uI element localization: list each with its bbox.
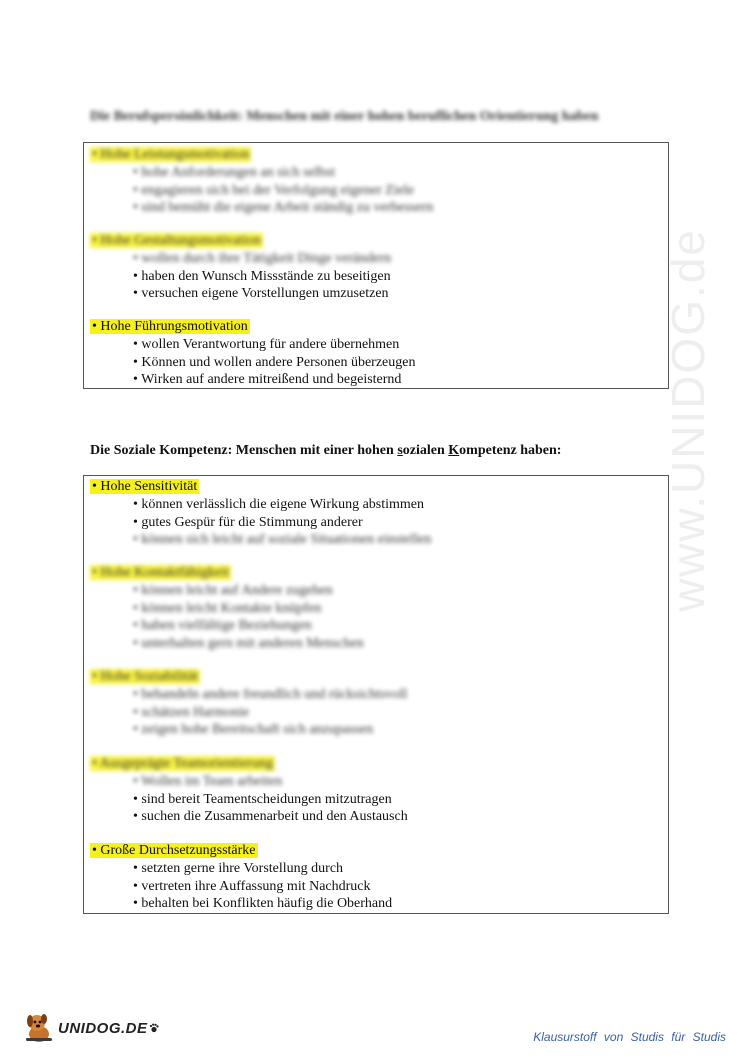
list-item: • vertreten ihre Auffassung mit Nachdruck bbox=[133, 878, 371, 894]
category-label: • Große Durchsetzungsstärke bbox=[92, 843, 256, 858]
watermark-text: www.UNIDOG.de bbox=[662, 228, 714, 612]
unidog-logo[interactable] bbox=[22, 1012, 159, 1044]
list-item: • setzten gerne ihre Vorstellung durch bbox=[133, 861, 344, 876]
list-item: • haben vielfältige Beziehungen bbox=[133, 618, 312, 633]
list-item: • können leicht Kontakte knüpfen bbox=[133, 600, 322, 616]
list-item: • Wirken auf andere mitreißend und begeisternd bbox=[133, 372, 402, 387]
section2-box bbox=[83, 475, 669, 914]
list-item: • können verlässlich die eigene Wirkung abstimmen bbox=[133, 497, 425, 512]
dog-mascot-icon bbox=[22, 1012, 56, 1044]
category-label: • Hohe Kontaktfähigkeit bbox=[92, 565, 230, 580]
section1-heading: Die Berufspersönlichkeit: Menschen mit einer hohen beruflichen Orientierung haben bbox=[90, 109, 599, 124]
category-label: • Hohe Führungsmotivation bbox=[92, 319, 248, 334]
group-kontaktfaehigkeit bbox=[90, 564, 662, 652]
list-item: • können leicht auf Andere zugehen bbox=[133, 583, 333, 598]
section1-box bbox=[83, 142, 669, 389]
list-item: • schätzen Harmonie bbox=[133, 704, 250, 720]
category-label: • Ausgeprägte Teamorientierung bbox=[92, 756, 273, 771]
group-leistungsmotivation bbox=[90, 146, 662, 217]
logo-text: UNIDOG.DE bbox=[58, 1019, 148, 1037]
group-soziabilitaet bbox=[90, 668, 662, 739]
list-item: • wollen durch ihre Tätigkeit Dinge verändern bbox=[133, 251, 392, 266]
category-label: • Hohe Leistungsmotivation bbox=[92, 147, 250, 162]
list-item: • behandeln andere freundlich und rücksichtsvoll bbox=[133, 687, 408, 702]
list-item: • Können und wollen andere Personen überzeugen bbox=[133, 354, 416, 370]
group-durchsetzungsstaerke bbox=[90, 842, 662, 913]
list-item: • zeigen hohe Bereitschaft sich anzupassen bbox=[133, 722, 374, 737]
category-label: • Hohe Gestaltungsmotivation bbox=[92, 233, 261, 248]
group-gestaltungsmotivation bbox=[90, 232, 662, 303]
list-item: • suchen die Zusammenarbeit und den Austausch bbox=[133, 809, 408, 824]
list-item: • hohe Anforderungen an sich selbst bbox=[133, 165, 336, 180]
category-label: • Hohe Soziabilität bbox=[92, 669, 198, 684]
list-item: • sind bereit Teamentscheidungen mitzutragen bbox=[133, 791, 392, 807]
group-teamorientierung bbox=[90, 755, 662, 826]
list-item: • gutes Gespür für die Stimmung anderer bbox=[133, 514, 363, 530]
list-item: • haben den Wunsch Missstände zu beseitigen bbox=[133, 268, 391, 284]
section2-heading: Die Soziale Kompetenz: Menschen mit einer hohen sozialen Kompetenz haben: bbox=[90, 443, 562, 458]
list-item: • behalten bei Konflikten häufig die Oberhand bbox=[133, 896, 393, 911]
list-item: • Wollen im Team arbeiten bbox=[133, 774, 283, 789]
category-label: • Hohe Sensitivität bbox=[92, 479, 198, 494]
group-fuehrungsmotivation bbox=[90, 318, 662, 389]
list-item: • wollen Verantwortung für andere übernehmen bbox=[133, 337, 400, 352]
list-item: • engagieren sich bei der Verfolgung eigener Ziele bbox=[133, 182, 415, 198]
list-item: • sind bemüht die eigene Arbeit ständig zu verbessern bbox=[133, 200, 434, 215]
group-sensitivitaet bbox=[90, 478, 662, 549]
list-item: • versuchen eigene Vorstellungen umzusetzen bbox=[133, 286, 389, 301]
paw-icon bbox=[149, 1023, 159, 1033]
footer-tagline: Klausurstoff von Studis für Studis bbox=[533, 1030, 726, 1044]
list-item: • können sich leicht auf soziale Situationen einstellen bbox=[133, 532, 432, 547]
list-item: • unterhalten gern mit anderen Menschen bbox=[133, 635, 364, 651]
